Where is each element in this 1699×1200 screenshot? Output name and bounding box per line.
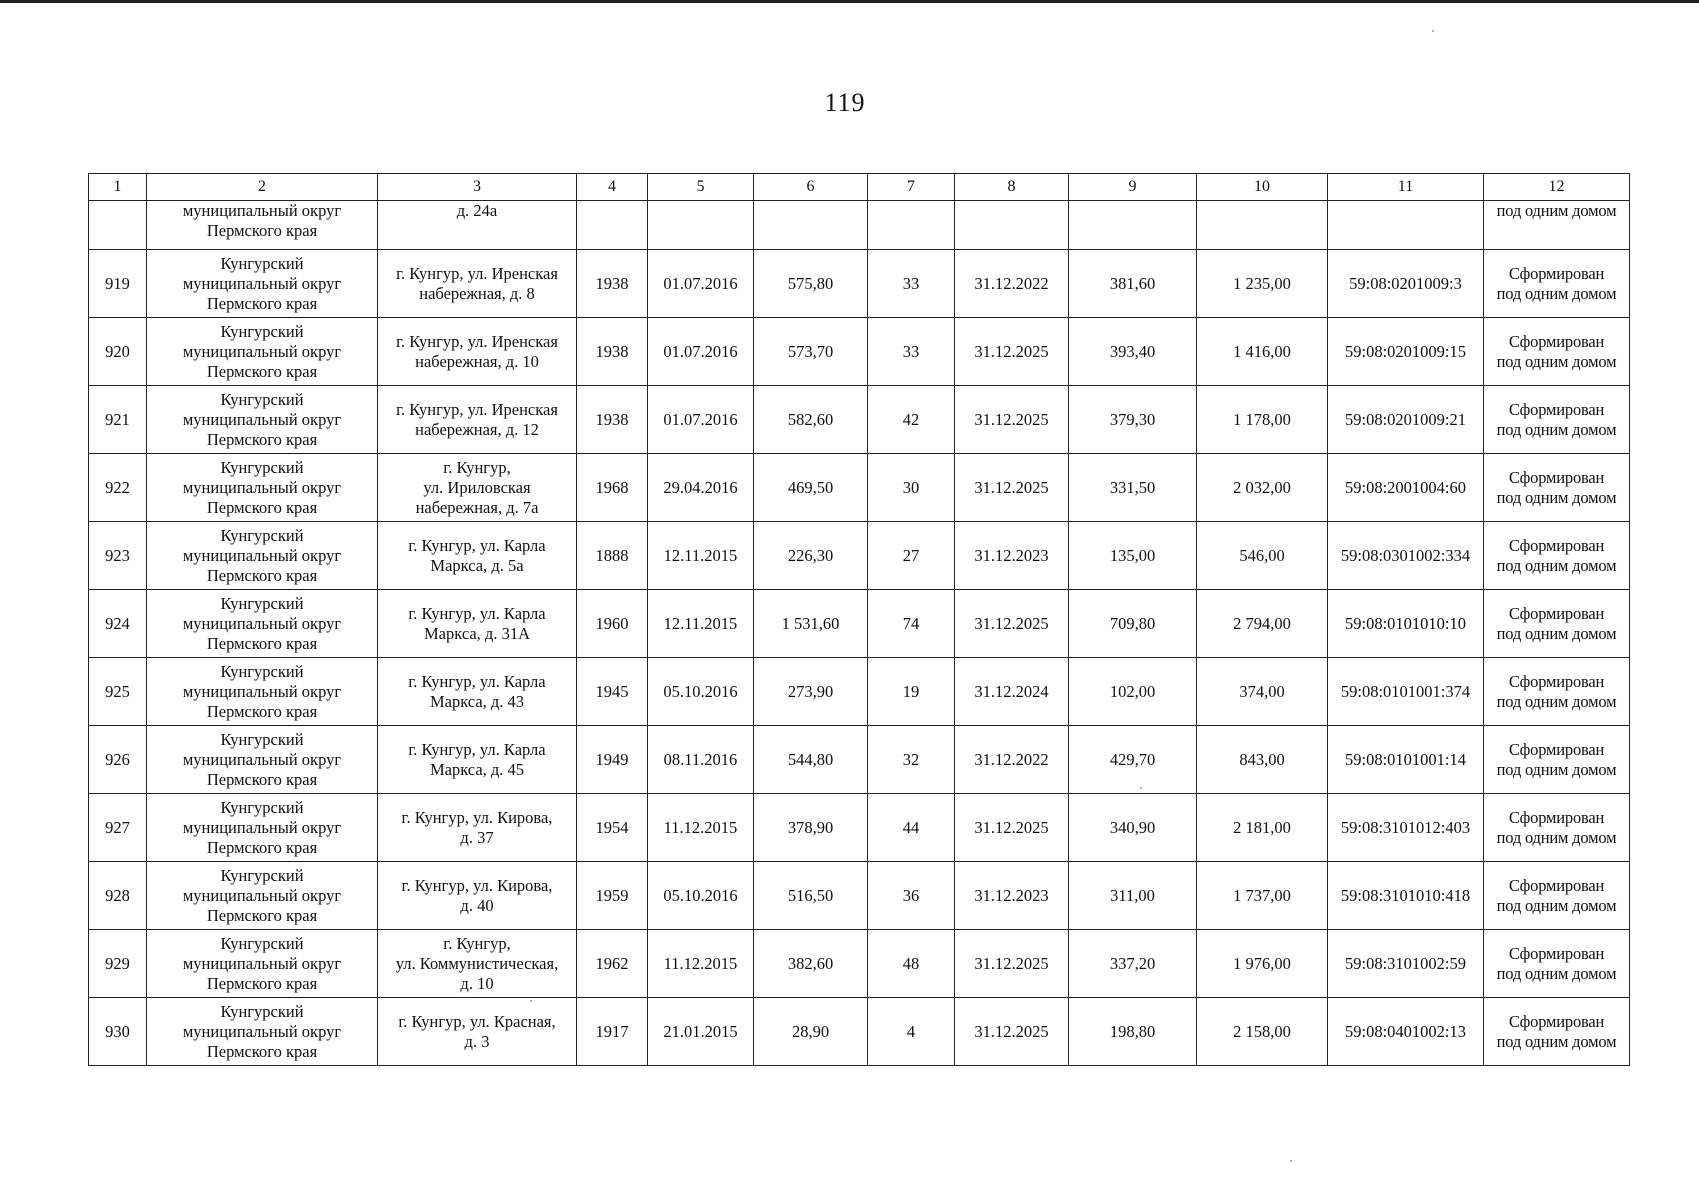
cell-recognition-date: 05.10.2016	[648, 862, 754, 930]
cell-recognition-date: 01.07.2016	[648, 318, 754, 386]
cell-resettlement-deadline: 31.12.2024	[955, 658, 1069, 726]
cell-resettlement-deadline: 31.12.2025	[955, 386, 1069, 454]
cell-municipality	[147, 250, 378, 318]
cell-municipality	[147, 930, 378, 998]
cell-residents: 4	[868, 998, 955, 1066]
cell-year-built: 1949	[577, 726, 648, 794]
cell-row-number: 927	[89, 794, 147, 862]
text-line: под одним домом	[1496, 283, 1617, 303]
continuation-cell	[754, 201, 868, 250]
cell-cadastral-number: 59:08:0101001:14	[1328, 726, 1484, 794]
cell-land-status	[1484, 794, 1630, 862]
cell-total-area: 469,50	[754, 454, 868, 522]
cell-row-number: 921	[89, 386, 147, 454]
cell-row-number: 929	[89, 930, 147, 998]
text-line: г. Кунгур, ул. Карла	[408, 671, 546, 691]
cell-living-area: 379,30	[1069, 386, 1197, 454]
cell-municipality	[147, 318, 378, 386]
cell-resettlement-deadline: 31.12.2022	[955, 250, 1069, 318]
continuation-status	[1484, 201, 1630, 250]
cell-total-area: 582,60	[754, 386, 868, 454]
cell-recognition-date: 11.12.2015	[648, 930, 754, 998]
continuation-cell	[955, 201, 1069, 250]
cell-residents: 74	[868, 590, 955, 658]
text-line: муниципальный округ	[182, 409, 342, 429]
cell-total-area: 226,30	[754, 522, 868, 590]
continuation-cell	[1069, 201, 1197, 250]
table-row	[89, 658, 1630, 726]
text-line: набережная, д. 10	[415, 351, 539, 371]
cell-living-area: 198,80	[1069, 998, 1197, 1066]
column-number-header: 4	[577, 174, 648, 201]
text-line: муниципальный округ	[182, 681, 342, 701]
text-line: Кунгурский	[220, 321, 304, 341]
cell-address	[378, 590, 577, 658]
text-line: муниципальный округ	[182, 613, 342, 633]
text-line: Кунгурский	[220, 253, 304, 273]
text-line: Пермского края	[206, 905, 318, 925]
cell-land-status	[1484, 726, 1630, 794]
housing-registry-table	[88, 173, 1630, 1066]
cell-land-area: 2 181,00	[1197, 794, 1328, 862]
cell-living-area: 331,50	[1069, 454, 1197, 522]
cell-resettlement-deadline: 31.12.2025	[955, 794, 1069, 862]
cell-total-area: 378,90	[754, 794, 868, 862]
cell-recognition-date: 29.04.2016	[648, 454, 754, 522]
cell-living-area: 381,60	[1069, 250, 1197, 318]
cell-year-built: 1959	[577, 862, 648, 930]
text-line: Сформирован	[1508, 399, 1605, 419]
cell-resettlement-deadline: 31.12.2025	[955, 998, 1069, 1066]
cell-land-area: 2 032,00	[1197, 454, 1328, 522]
cell-recognition-date: 05.10.2016	[648, 658, 754, 726]
cell-cadastral-number: 59:08:3101012:403	[1328, 794, 1484, 862]
text-line: Пермского края	[206, 837, 318, 857]
text-line: ул. Ириловская	[423, 477, 531, 497]
cell-row-number: 928	[89, 862, 147, 930]
text-line: г. Кунгур, ул. Иренская	[396, 399, 558, 419]
table-row	[89, 250, 1630, 318]
cell-cadastral-number: 59:08:0201009:3	[1328, 250, 1484, 318]
cell-row-number: 920	[89, 318, 147, 386]
column-number-header: 8	[955, 174, 1069, 201]
text-line: муниципальный округ	[182, 477, 342, 497]
cell-cadastral-number: 59:08:3101010:418	[1328, 862, 1484, 930]
text-line: г. Кунгур, ул. Карла	[408, 535, 546, 555]
cell-recognition-date: 21.01.2015	[648, 998, 754, 1066]
cell-land-status	[1484, 250, 1630, 318]
cell-total-area: 573,70	[754, 318, 868, 386]
table-row	[89, 998, 1630, 1066]
text-line: Пермского края	[206, 221, 318, 240]
cell-residents: 33	[868, 250, 955, 318]
cell-cadastral-number: 59:08:2001004:60	[1328, 454, 1484, 522]
cell-residents: 32	[868, 726, 955, 794]
cell-municipality	[147, 726, 378, 794]
cell-address	[378, 386, 577, 454]
column-number-header-row	[89, 174, 1630, 201]
cell-address	[378, 930, 577, 998]
text-line: Кунгурский	[220, 1001, 304, 1021]
cell-land-area: 1 178,00	[1197, 386, 1328, 454]
cell-row-number: 923	[89, 522, 147, 590]
text-line: муниципальный округ	[182, 201, 342, 220]
cell-year-built: 1938	[577, 386, 648, 454]
cell-living-area: 135,00	[1069, 522, 1197, 590]
text-line: муниципальный округ	[182, 341, 342, 361]
text-line: под одним домом	[1496, 827, 1617, 847]
text-line: г. Кунгур,	[443, 933, 511, 953]
text-line: Сформирован	[1508, 943, 1605, 963]
text-line: Пермского края	[206, 701, 318, 721]
column-number-header: 7	[868, 174, 955, 201]
scan-top-edge	[0, 0, 1699, 3]
cell-land-status	[1484, 862, 1630, 930]
column-number-header: 6	[754, 174, 868, 201]
text-line: муниципальный округ	[182, 1021, 342, 1041]
cell-land-area: 546,00	[1197, 522, 1328, 590]
cell-land-area: 1 235,00	[1197, 250, 1328, 318]
text-line: д. 10	[460, 973, 494, 993]
text-line: Сформирован	[1508, 467, 1605, 487]
cell-address	[378, 454, 577, 522]
text-line: Маркса, д. 31А	[423, 623, 530, 643]
text-line: г. Кунгур, ул. Карла	[408, 739, 546, 759]
text-line: Сформирован	[1508, 807, 1605, 827]
cell-address	[378, 794, 577, 862]
cell-land-status	[1484, 386, 1630, 454]
cell-land-status	[1484, 590, 1630, 658]
cell-total-area: 516,50	[754, 862, 868, 930]
continuation-cell	[1328, 201, 1484, 250]
cell-total-area: 28,90	[754, 998, 868, 1066]
continuation-cell	[577, 201, 648, 250]
text-line: Сформирован	[1508, 603, 1605, 623]
text-line: д. 37	[460, 827, 494, 847]
text-line: Сформирован	[1508, 875, 1605, 895]
text-line: Пермского края	[206, 565, 318, 585]
text-line: Кунгурский	[220, 593, 304, 613]
scan-speck	[1140, 787, 1142, 789]
cell-residents: 42	[868, 386, 955, 454]
text-line: д. 40	[460, 895, 494, 915]
cell-address	[378, 658, 577, 726]
cell-year-built: 1938	[577, 250, 648, 318]
table-row	[89, 522, 1630, 590]
text-line: Пермского края	[206, 361, 318, 381]
text-line: под одним домом	[1496, 351, 1617, 371]
continuation-cell	[648, 201, 754, 250]
cell-address	[378, 998, 577, 1066]
cell-municipality	[147, 658, 378, 726]
cell-living-area: 709,80	[1069, 590, 1197, 658]
text-line: Кунгурский	[220, 865, 304, 885]
cell-land-status	[1484, 318, 1630, 386]
table-row	[89, 794, 1630, 862]
cell-municipality	[147, 998, 378, 1066]
text-line: Кунгурский	[220, 457, 304, 477]
cell-living-area: 340,90	[1069, 794, 1197, 862]
cell-land-status	[1484, 998, 1630, 1066]
text-line: муниципальный округ	[182, 545, 342, 565]
cell-resettlement-deadline: 31.12.2025	[955, 454, 1069, 522]
column-number-header: 3	[378, 174, 577, 201]
cell-cadastral-number: 59:08:0301002:334	[1328, 522, 1484, 590]
text-line: под одним домом	[1496, 963, 1617, 983]
table-row	[89, 318, 1630, 386]
cell-land-status	[1484, 454, 1630, 522]
cell-resettlement-deadline: 31.12.2023	[955, 862, 1069, 930]
cell-recognition-date: 01.07.2016	[648, 250, 754, 318]
text-line: под одним домом	[1496, 487, 1617, 507]
cell-recognition-date: 12.11.2015	[648, 590, 754, 658]
cell-residents: 27	[868, 522, 955, 590]
cell-living-area: 311,00	[1069, 862, 1197, 930]
cell-residents: 48	[868, 930, 955, 998]
scan-speck	[1290, 1160, 1292, 1162]
cell-land-area: 1 416,00	[1197, 318, 1328, 386]
continuation-cell	[868, 201, 955, 250]
cell-living-area: 102,00	[1069, 658, 1197, 726]
text-line: набережная, д. 7а	[415, 497, 539, 517]
cell-living-area: 337,20	[1069, 930, 1197, 998]
table-row	[89, 862, 1630, 930]
cell-municipality	[147, 454, 378, 522]
column-number-header: 1	[89, 174, 147, 201]
text-line: Сформирован	[1508, 671, 1605, 691]
table-row	[89, 590, 1630, 658]
text-line: Пермского края	[206, 1041, 318, 1061]
text-line: г. Кунгур,	[443, 457, 511, 477]
cell-land-area: 2 158,00	[1197, 998, 1328, 1066]
cell-year-built: 1968	[577, 454, 648, 522]
text-line: под одним домом	[1496, 895, 1617, 915]
table-row	[89, 386, 1630, 454]
scan-speck	[1432, 30, 1434, 32]
scan-speck	[530, 1000, 532, 1002]
page-number: 119	[824, 88, 866, 117]
cell-recognition-date: 12.11.2015	[648, 522, 754, 590]
registry-body	[89, 201, 1630, 1066]
cell-year-built: 1888	[577, 522, 648, 590]
cell-cadastral-number: 59:08:3101002:59	[1328, 930, 1484, 998]
cell-total-area: 382,60	[754, 930, 868, 998]
cell-cadastral-number: 59:08:0101001:374	[1328, 658, 1484, 726]
cell-municipality	[147, 794, 378, 862]
table-row	[89, 454, 1630, 522]
text-line: Пермского края	[206, 633, 318, 653]
text-line: под одним домом	[1496, 201, 1617, 220]
text-line: под одним домом	[1496, 1031, 1617, 1051]
cell-land-status	[1484, 658, 1630, 726]
cell-row-number: 924	[89, 590, 147, 658]
text-line: Сформирован	[1508, 1011, 1605, 1031]
cell-residents: 44	[868, 794, 955, 862]
cell-year-built: 1962	[577, 930, 648, 998]
text-line: Сформирован	[1508, 739, 1605, 759]
cell-year-built: 1917	[577, 998, 648, 1066]
column-number-header: 11	[1328, 174, 1484, 201]
cell-cadastral-number: 59:08:0201009:15	[1328, 318, 1484, 386]
text-line: Пермского края	[206, 497, 318, 517]
cell-living-area: 429,70	[1069, 726, 1197, 794]
text-line: Пермского края	[206, 293, 318, 313]
text-line: муниципальный округ	[182, 953, 342, 973]
column-number-header: 2	[147, 174, 378, 201]
text-line: г. Кунгур, ул. Красная,	[398, 1011, 556, 1031]
cell-residents: 19	[868, 658, 955, 726]
cell-municipality	[147, 522, 378, 590]
cell-year-built: 1954	[577, 794, 648, 862]
text-line: г. Кунгур, ул. Иренская	[396, 331, 558, 351]
cell-total-area: 575,80	[754, 250, 868, 318]
cell-residents: 30	[868, 454, 955, 522]
text-line: набережная, д. 12	[415, 419, 539, 439]
cell-land-area: 374,00	[1197, 658, 1328, 726]
cell-land-area: 843,00	[1197, 726, 1328, 794]
text-line: Сформирован	[1508, 263, 1605, 283]
text-line: под одним домом	[1496, 759, 1617, 779]
cell-recognition-date: 11.12.2015	[648, 794, 754, 862]
text-line: Маркса, д. 5а	[430, 555, 524, 575]
text-line: ул. Коммунистическая,	[395, 953, 559, 973]
text-line: Маркса, д. 43	[429, 691, 525, 711]
cell-row-number: 930	[89, 998, 147, 1066]
text-line: Пермского края	[206, 769, 318, 789]
cell-recognition-date: 01.07.2016	[648, 386, 754, 454]
column-number-header: 5	[648, 174, 754, 201]
cell-row-number: 926	[89, 726, 147, 794]
text-line: муниципальный округ	[182, 273, 342, 293]
cell-recognition-date: 08.11.2016	[648, 726, 754, 794]
continuation-cell	[89, 201, 147, 250]
text-line: д. 24а	[456, 201, 498, 220]
cell-row-number: 919	[89, 250, 147, 318]
cell-municipality	[147, 386, 378, 454]
cell-year-built: 1960	[577, 590, 648, 658]
text-line: муниципальный округ	[182, 817, 342, 837]
text-line: муниципальный округ	[182, 885, 342, 905]
cell-living-area: 393,40	[1069, 318, 1197, 386]
cell-year-built: 1938	[577, 318, 648, 386]
text-line: Кунгурский	[220, 525, 304, 545]
cell-land-area: 2 794,00	[1197, 590, 1328, 658]
table-row	[89, 726, 1630, 794]
text-line: Кунгурский	[220, 729, 304, 749]
text-line: Кунгурский	[220, 797, 304, 817]
cell-resettlement-deadline: 31.12.2023	[955, 522, 1069, 590]
cell-total-area: 273,90	[754, 658, 868, 726]
cell-resettlement-deadline: 31.12.2025	[955, 318, 1069, 386]
column-number-header: 12	[1484, 174, 1630, 201]
cell-total-area: 544,80	[754, 726, 868, 794]
text-line: Сформирован	[1508, 331, 1605, 351]
cell-cadastral-number: 59:08:0101010:10	[1328, 590, 1484, 658]
cell-resettlement-deadline: 31.12.2022	[955, 726, 1069, 794]
text-line: г. Кунгур, ул. Карла	[408, 603, 546, 623]
column-number-header: 10	[1197, 174, 1328, 201]
cell-municipality	[147, 862, 378, 930]
continuation-address	[378, 201, 577, 250]
text-line: г. Кунгур, ул. Иренская	[396, 263, 558, 283]
text-line: под одним домом	[1496, 555, 1617, 575]
cell-total-area: 1 531,60	[754, 590, 868, 658]
cell-resettlement-deadline: 31.12.2025	[955, 930, 1069, 998]
cell-land-status	[1484, 522, 1630, 590]
cell-cadastral-number: 59:08:0201009:21	[1328, 386, 1484, 454]
cell-row-number: 922	[89, 454, 147, 522]
continuation-municipality	[147, 201, 378, 250]
cell-row-number: 925	[89, 658, 147, 726]
continuation-row	[89, 201, 1630, 250]
cell-municipality	[147, 590, 378, 658]
text-line: Кунгурский	[220, 661, 304, 681]
text-line: Пермского края	[206, 973, 318, 993]
text-line: под одним домом	[1496, 419, 1617, 439]
cell-residents: 33	[868, 318, 955, 386]
continuation-cell	[1197, 201, 1328, 250]
cell-address	[378, 250, 577, 318]
text-line: муниципальный округ	[182, 749, 342, 769]
cell-cadastral-number: 59:08:0401002:13	[1328, 998, 1484, 1066]
cell-address	[378, 318, 577, 386]
text-line: г. Кунгур, ул. Кирова,	[401, 807, 553, 827]
cell-residents: 36	[868, 862, 955, 930]
text-line: набережная, д. 8	[419, 283, 535, 303]
cell-land-area: 1 976,00	[1197, 930, 1328, 998]
cell-address	[378, 726, 577, 794]
table-row	[89, 930, 1630, 998]
text-line: Сформирован	[1508, 535, 1605, 555]
text-line: под одним домом	[1496, 623, 1617, 643]
text-line: Кунгурский	[220, 933, 304, 953]
cell-land-area: 1 737,00	[1197, 862, 1328, 930]
text-line: д. 3	[464, 1031, 490, 1051]
cell-resettlement-deadline: 31.12.2025	[955, 590, 1069, 658]
text-line: под одним домом	[1496, 691, 1617, 711]
text-line: г. Кунгур, ул. Кирова,	[401, 875, 553, 895]
cell-address	[378, 522, 577, 590]
column-number-header: 9	[1069, 174, 1197, 201]
text-line: Маркса, д. 45	[429, 759, 525, 779]
text-line: Кунгурский	[220, 389, 304, 409]
cell-land-status	[1484, 930, 1630, 998]
text-line: Пермского края	[206, 429, 318, 449]
cell-year-built: 1945	[577, 658, 648, 726]
cell-address	[378, 862, 577, 930]
